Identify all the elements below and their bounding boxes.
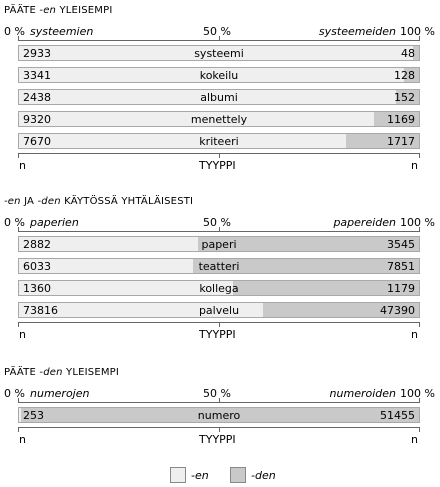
bottom-center-label: TYYPPI [199,159,236,172]
axis-tick [219,398,220,403]
bottom-center-label: TYYPPI [199,328,236,341]
right-series-label: numeroiden [329,387,396,400]
bar-en-count: 73816 [23,304,58,317]
bar-word: numero [197,409,241,422]
bar-en-count: 9320 [23,113,51,126]
bar-den-count: 3545 [387,238,415,251]
bar-word: paperi [201,238,237,251]
bottom-right-label: n [411,328,418,341]
bottom-center-label: TYYPPI [199,433,236,446]
right-axis-label: 100 % [400,387,435,400]
bar-den-count: 1169 [387,113,415,126]
bar-word: kollega [199,282,239,295]
bar-en-count: 2438 [23,91,51,104]
bottom-right-label: n [411,159,418,172]
bar-word: albumi [200,91,238,104]
axis-tick [419,398,420,403]
axis-tick [18,322,19,327]
bar-word: systeemi [194,47,244,60]
bar-row [18,280,420,296]
bar-en-count: 2933 [23,47,51,60]
bar-row [18,302,420,318]
axis-tick [419,153,420,158]
axis-tick [419,36,420,41]
bar-en-count: 7670 [23,135,51,148]
left-axis-label: 0 % [4,216,25,229]
bar-row [18,45,420,61]
bar-row [18,111,420,127]
axis-tick [18,36,19,41]
chart-title: -en JA -den KÄYTÖSSÄ YHTÄLÄISESTI [4,196,194,207]
axis-tick [18,398,19,403]
left-series-label: systeemien [30,25,94,38]
legend-den-label: -den [251,469,276,482]
axis-tick [18,427,19,432]
bar-en-count: 3341 [23,69,51,82]
bar-en-count: 1360 [23,282,51,295]
right-series-label: papereiden [333,216,396,229]
bar-word: menettely [190,113,248,126]
bar-den-count: 1717 [387,135,415,148]
bar-den-count: 1179 [387,282,415,295]
bar-row [18,258,420,274]
bottom-left-label: n [19,328,26,341]
bottom-left-label: n [19,159,26,172]
mid-axis-label: 50 % [203,216,231,229]
bar-en-count: 6033 [23,260,51,273]
axis-tick [419,322,420,327]
bar-row [18,89,420,105]
mid-axis-label: 50 % [203,387,231,400]
bottom-right-label: n [411,433,418,446]
bar-word: teatteri [198,260,240,273]
axis-tick [419,427,420,432]
legend-en-swatch [170,467,186,483]
right-series-label: systeemeiden [318,25,396,38]
right-axis-label: 100 % [400,25,435,38]
bar-en-count: 2882 [23,238,51,251]
bar-row [18,236,420,252]
bar-row [18,67,420,83]
left-series-label: paperien [30,216,79,229]
bar-word: kriteeri [199,135,239,148]
bar-row [18,133,420,149]
bar-den-count: 48 [401,47,415,60]
axis-tick [419,227,420,232]
bar-word: kokeilu [199,69,239,82]
bottom-left-label: n [19,433,26,446]
bar-den-count: 152 [394,91,415,104]
axis-tick [219,427,220,432]
bar-row [18,407,420,423]
bar-den-count: 128 [394,69,415,82]
bar-den-count: 47390 [380,304,415,317]
bar-en-count: 253 [23,409,44,422]
bar-den-count: 7851 [387,260,415,273]
legend-den-swatch [230,467,246,483]
legend-en-label: -en [191,469,209,482]
left-series-label: numerojen [30,387,90,400]
axis-tick [219,36,220,41]
bar-den-count: 51455 [380,409,415,422]
chart-title: PÄÄTE -en YLEISEMPI [4,5,113,16]
right-axis-label: 100 % [400,216,435,229]
axis-tick [219,153,220,158]
left-axis-label: 0 % [4,387,25,400]
mid-axis-label: 50 % [203,25,231,38]
axis-tick [18,227,19,232]
axis-tick [219,227,220,232]
axis-tick [219,322,220,327]
bar-word: palvelu [198,304,240,317]
left-axis-label: 0 % [4,25,25,38]
chart-title: PÄÄTE -den YLEISEMPI [4,367,120,378]
axis-tick [18,153,19,158]
